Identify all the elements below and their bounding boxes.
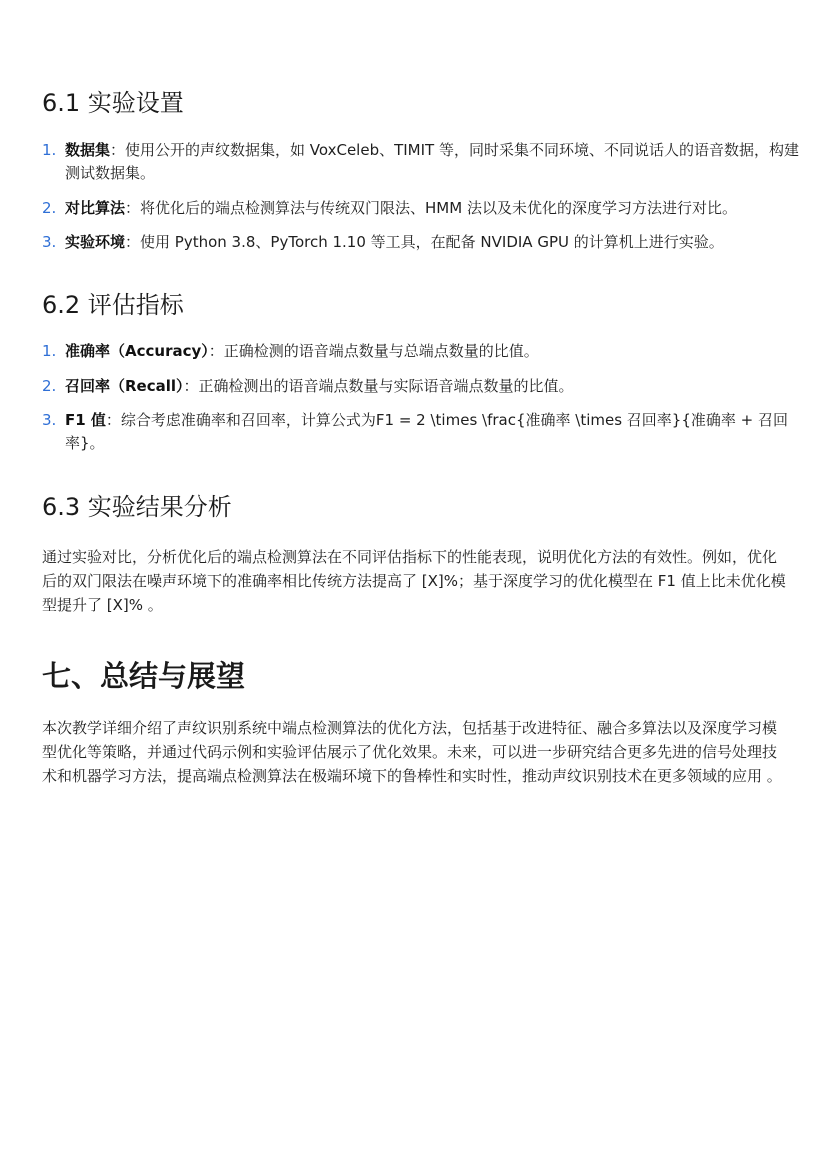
list-item	[42, 139, 812, 185]
list-number: 3.	[42, 233, 57, 251]
list-text: ：正确检测的语音端点数量与总端点数量的比值。	[208, 342, 539, 360]
list-number: 1.	[42, 342, 57, 360]
list-text: ：将优化后的端点检测算法与传统双门限法、HMM 法以及未优化的深度学习方法进行对比。	[125, 199, 737, 217]
list-text: ：综合考虑准确率和召回率，计算公式为F1 = 2 \times \frac{准确率 \times 召回率}{准确率 + 召回率}。	[65, 411, 788, 452]
results-analysis-paragraph: 通过实验对比，分析优化后的端点检测算法在不同评估指标下的性能表现，说明优化方法的有效性。例如，优化后的双门限法在噪声环境下的准确率相比传统方法提高了 [X]%；基于深度学习的优化模型在 F1 值上比未优化模型提升了 [X]% 。	[42, 548, 786, 614]
experiment-setup-list	[42, 139, 812, 254]
list-text: ：使用公开的声纹数据集，如 VoxCeleb、TIMIT 等，同时采集不同环境、不同说话人的语音数据，构建测试数据集。	[65, 141, 799, 182]
list-term: 数据集	[65, 141, 111, 159]
list-item	[42, 231, 812, 254]
list-number: 2.	[42, 377, 57, 395]
list-term: 准确率（Accuracy）	[65, 342, 209, 360]
section-6-3-heading: 6.3 实验结果分析	[42, 493, 232, 521]
list-term: 实验环境	[65, 233, 126, 251]
list-term: 对比算法	[65, 199, 126, 217]
list-term: 召回率（Recall）	[65, 377, 184, 395]
list-item	[42, 340, 812, 363]
list-item	[42, 409, 812, 455]
list-number: 1.	[42, 141, 57, 159]
list-item	[42, 375, 812, 398]
list-item	[42, 197, 812, 220]
section-6-2-heading: 6.2 评估指标	[42, 291, 184, 319]
list-text: ：正确检测出的语音端点数量与实际语音端点数量的比值。	[183, 377, 574, 395]
list-text: ：使用 Python 3.8、PyTorch 1.10 等工具，在配备 NVIDIA GPU 的计算机上进行实验。	[125, 233, 724, 251]
summary-paragraph: 本次教学详细介绍了声纹识别系统中端点检测算法的优化方法，包括基于改进特征、融合多算法以及深度学习模型优化等策略，并通过代码示例和实验评估展示了优化效果。未来，可以进一步研究结合更多先进的信号处理技术和机器学习方法，提高端点检测算法在极端环境下的鲁棒性和实时性，推动声纹识别技术在更多领域的应用 。	[42, 719, 782, 785]
list-number: 3.	[42, 411, 57, 429]
evaluation-metrics-list	[42, 340, 812, 455]
section-6-1-heading: 6.1 实验设置	[42, 89, 184, 117]
chapter-7-heading: 七、总结与展望	[42, 659, 246, 693]
list-number: 2.	[42, 199, 57, 217]
list-term: F1 值	[65, 411, 106, 429]
